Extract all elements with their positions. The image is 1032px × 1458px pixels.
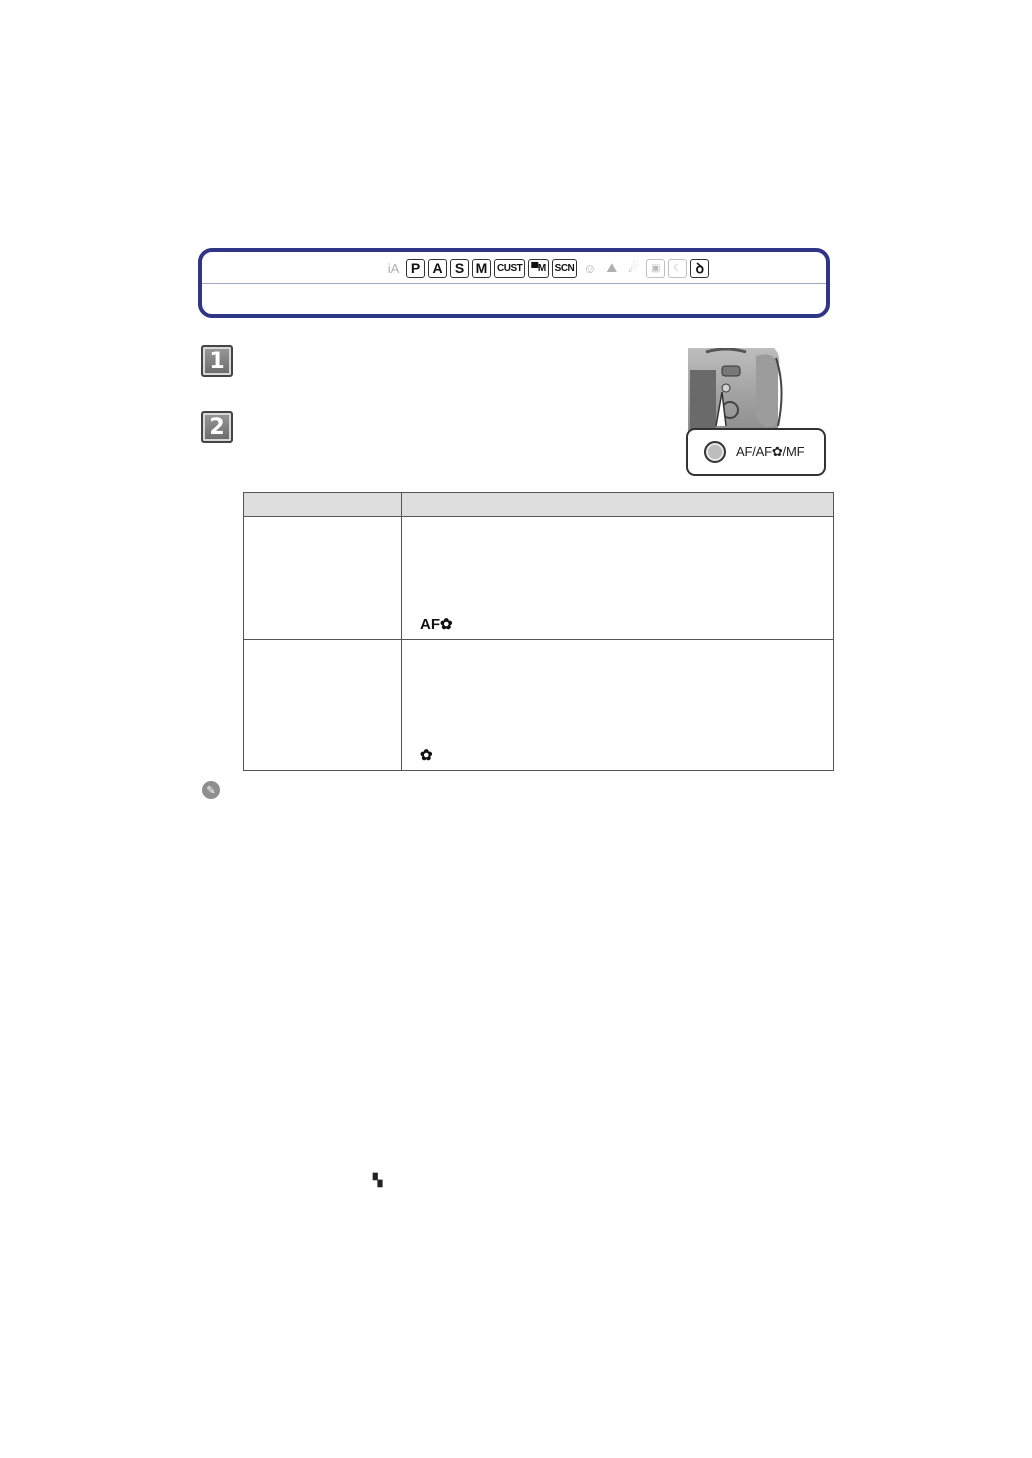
step-1-badge: 1 xyxy=(201,345,233,377)
program-mode-icon: P xyxy=(406,259,425,278)
sports-mode-icon: ☄ xyxy=(627,260,640,275)
macro-zoom-icon: ✿ xyxy=(420,747,433,764)
callout-label: AF/AF✿/MF xyxy=(736,444,805,459)
scenery-mode-icon: ⛰ xyxy=(606,260,618,275)
creative-control-mode-icon: ꝺ xyxy=(690,259,709,278)
applicable-modes-box xyxy=(198,248,830,318)
table-cell xyxy=(402,517,834,640)
table-cell xyxy=(402,640,834,771)
creative-movie-mode-icon: ▀M xyxy=(528,259,548,278)
burst-inline-icon: ▚ xyxy=(373,1173,383,1187)
table-header-cell xyxy=(244,493,402,517)
table-row xyxy=(244,640,834,771)
night-portrait-mode-icon: ☾ xyxy=(668,259,687,278)
table-cell xyxy=(244,640,402,771)
step-2-badge: 2 xyxy=(201,411,233,443)
manual-mode-icon: M xyxy=(472,259,491,278)
close-up-mode-icon: ▣ xyxy=(646,259,665,278)
header-divider xyxy=(202,283,826,284)
table-header-cell xyxy=(402,493,834,517)
shutter-priority-mode-icon: S xyxy=(450,259,469,278)
table-header-row xyxy=(244,493,834,517)
scene-mode-icon: SCN xyxy=(552,259,578,278)
button-callout xyxy=(686,428,826,476)
focus-settings-table xyxy=(243,492,834,771)
af-macro-icon: AF✿ xyxy=(420,616,453,633)
pencil-note-icon: ✎ xyxy=(202,781,220,799)
table-cell xyxy=(244,517,402,640)
af-mf-button-icon xyxy=(704,441,726,463)
mode-icons-row xyxy=(384,257,709,279)
intelligent-auto-mode-icon: iA xyxy=(387,260,400,276)
table-row xyxy=(244,517,834,640)
custom-mode-icon: CUST xyxy=(494,259,525,278)
portrait-mode-icon: ☺ xyxy=(583,260,597,276)
aperture-priority-mode-icon: A xyxy=(428,259,447,278)
